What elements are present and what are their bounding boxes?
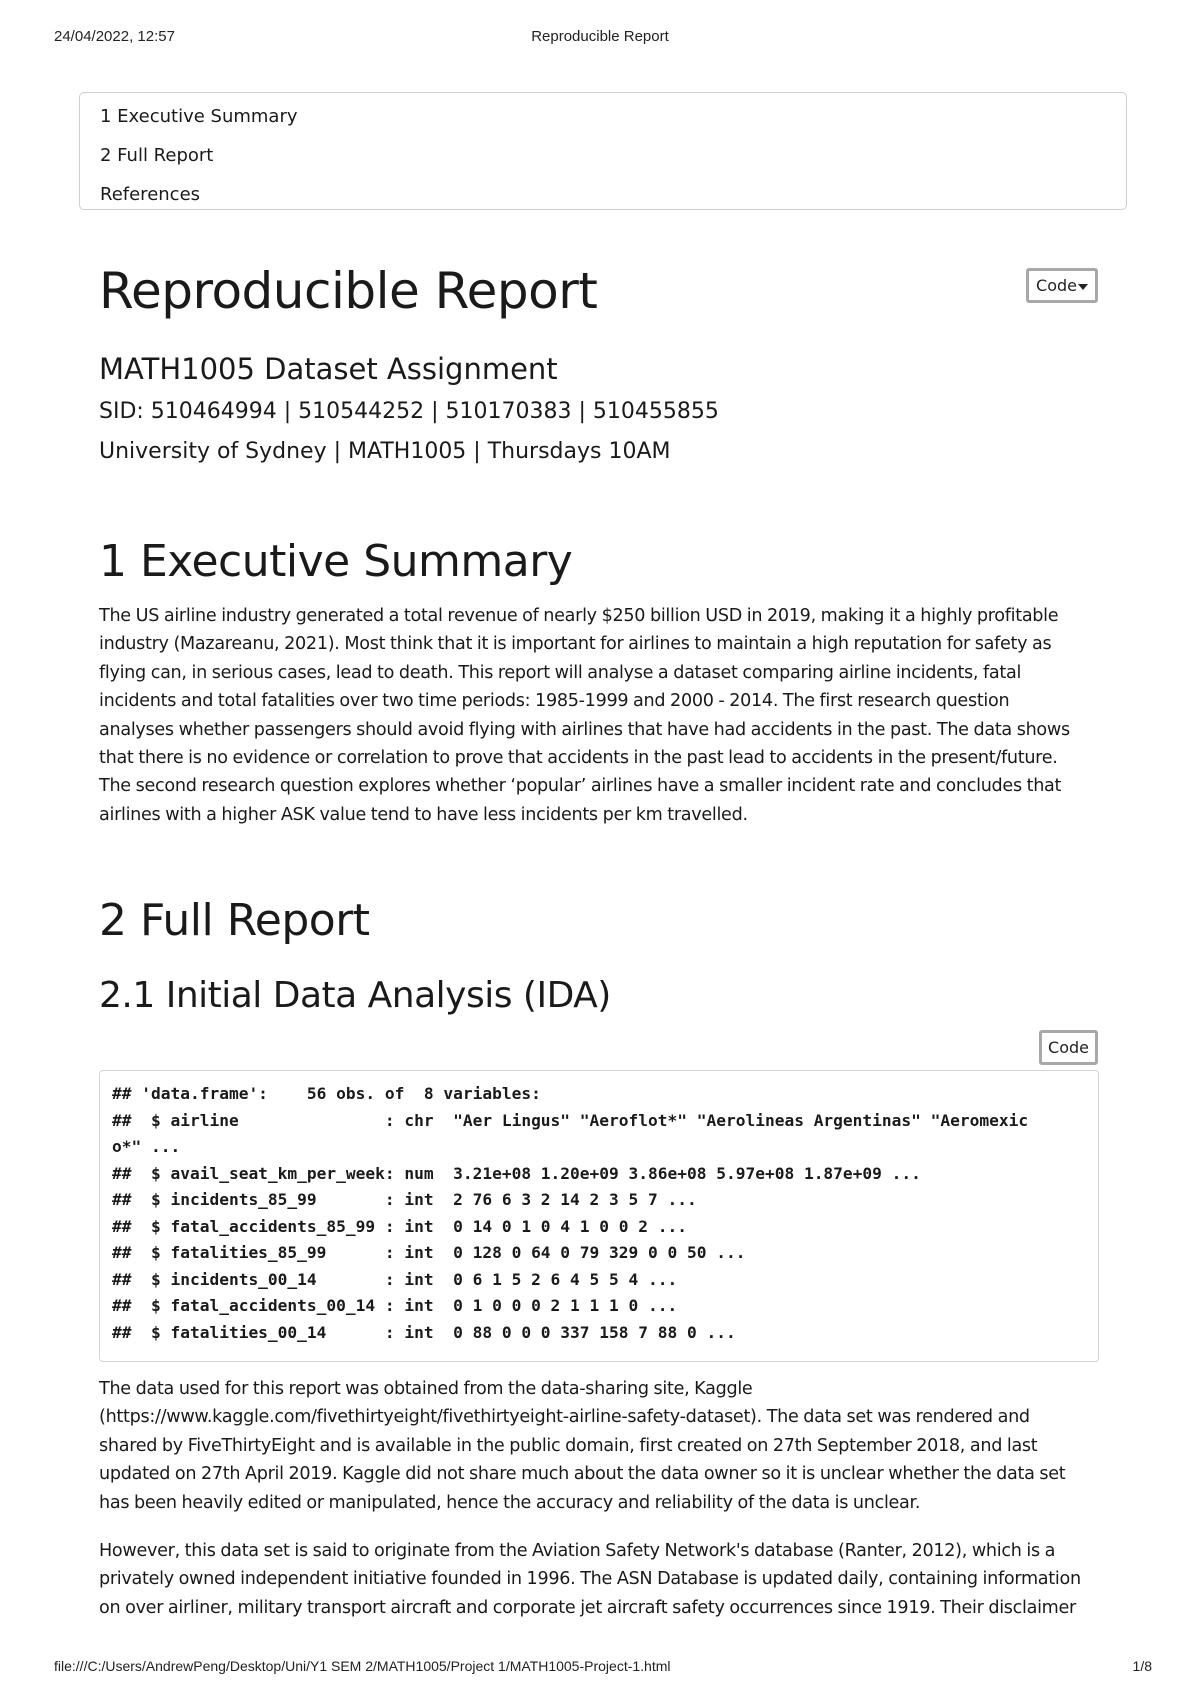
code-line: ## $ incidents_00_14 : int 0 6 1 5 2 6 4 5 5 4 ...	[112, 1269, 678, 1289]
table-of-contents	[79, 92, 1127, 210]
toc-item-executive-summary[interactable]: 1 Executive Summary	[100, 106, 298, 127]
text-line: privately owned independent initiative founded in 1996. The ASN Database is updated daily, containing information	[99, 1569, 1081, 1590]
page-title: Reproducible Report	[99, 262, 598, 320]
text-line: industry (Mazareanu, 2021). Most think that it is important for airlines to maintain a high reputation for safety as	[99, 634, 1052, 655]
text-line: has been heavily edited or manipulated, hence the accuracy and reliability of the data is unclear.	[99, 1492, 921, 1513]
print-title: Reproducible Report	[531, 28, 669, 45]
print-header	[0, 28, 1200, 50]
text-line: on over airliner, military transport aircraft and corporate jet aircraft safety occurrences since 1919. Their disclaimer	[99, 1597, 1076, 1618]
code-line: ## $ fatalities_85_99 : int 0 128 0 64 0 79 329 0 0 50 ...	[112, 1243, 746, 1262]
section-heading-full-report: 2 Full Report	[99, 895, 370, 946]
code-line: ## $ fatal_accidents_00_14 : int 0 1 0 0 0 2 1 1 1 0 ...	[112, 1296, 678, 1315]
student-ids: SID: 510464994 | 510544252 | 510170383 | 510455855	[99, 399, 719, 424]
code-line: ## $ airline : chr "Aer Lingus" "Aeroflot*" "Aerolineas Argentinas" "Aeromexic	[112, 1110, 1029, 1130]
toc-item-full-report[interactable]: 2 Full Report	[100, 145, 214, 166]
text-line: analyses whether passengers should avoid flying with airlines that have had accidents in the past. The data shows	[99, 719, 1070, 740]
text-line: The data used for this report was obtained from the data-sharing site, Kaggle	[99, 1379, 753, 1399]
toc-item-references[interactable]: References	[100, 184, 201, 205]
code-menu-button[interactable]	[1026, 268, 1098, 303]
text-line: (https://www.kaggle.com/fivethirtyeight/fivethirtyeight-airline-safety-dataset). The data set was rendered and	[99, 1407, 1030, 1428]
code-line: ## $ avail_seat_km_per_week: num 3.21e+08 1.20e+09 3.86e+08 5.97e+08 1.87e+09 ...	[112, 1163, 921, 1183]
print-date: 24/04/2022, 12:57	[54, 28, 175, 45]
code-line: ## $ incidents_85_99 : int 2 76 6 3 2 14 2 3 5 7 ...	[112, 1190, 697, 1209]
text-line: airlines with a higher ASK value tend to have less incidents per km travelled.	[99, 804, 748, 825]
executive-summary-paragraph	[99, 602, 1101, 829]
code-line: ## $ fatalities_00_14 : int 0 88 0 0 0 337 158 7 88 0 ...	[112, 1322, 736, 1342]
text-line: The US airline industry generated a total revenue of nearly $250 billion USD in 2019, making it a highly profitable	[99, 606, 1059, 626]
code-line: ## 'data.frame': 56 obs. of 8 variables:	[112, 1084, 541, 1103]
code-output-block	[99, 1070, 1099, 1362]
page-number: 1/8	[1132, 1658, 1152, 1674]
affiliation: University of Sydney | MATH1005 | Thursdays 10AM	[99, 439, 671, 464]
text-line: incidents and total fatalities over two time periods: 1985-1999 and 2000 - 2014. The first research question	[99, 691, 1010, 712]
section-heading-executive-summary: 1 Executive Summary	[99, 536, 573, 587]
text-line: flying can, in serious cases, lead to death. This report will analyse a dataset comparing airline incidents, fatal	[99, 662, 1022, 683]
subsection-heading-ida: 2.1 Initial Data Analysis (IDA)	[99, 975, 611, 1016]
code-line: o*" ...	[112, 1137, 181, 1156]
caret-down-icon	[1078, 284, 1088, 290]
text-line: However, this data set is said to originate from the Aviation Safety Network's database (Ranter, 2012), which is a	[99, 1541, 1056, 1561]
text-line: that there is no evidence or correlation to prove that accidents in the past lead to accidents in the present/future.	[99, 748, 1058, 769]
code-toggle-button[interactable]	[1039, 1030, 1098, 1065]
code-line: ## $ fatal_accidents_85_99 : int 0 14 0 1 0 4 1 0 0 2 ...	[112, 1216, 687, 1236]
page-subtitle: MATH1005 Dataset Assignment	[99, 352, 558, 386]
data-origin-paragraph	[99, 1537, 1101, 1622]
text-line: shared by FiveThirtyEight and is available in the public domain, first created on 27th September 2018, and last	[99, 1435, 1038, 1456]
data-source-paragraph	[99, 1375, 1101, 1517]
code-menu-label: Code	[1036, 276, 1077, 295]
text-line: The second research question explores whether ‘popular’ airlines have a smaller incident rate and concludes that	[99, 776, 1062, 797]
code-toggle-label: Code	[1048, 1038, 1089, 1057]
file-path: file:///C:/Users/AndrewPeng/Desktop/Uni/Y1 SEM 2/MATH1005/Project 1/MATH1005-Project-1.html	[54, 1658, 671, 1674]
text-line: updated on 27th April 2019. Kaggle did not share much about the data owner so it is unclear whether the data set	[99, 1464, 1066, 1485]
